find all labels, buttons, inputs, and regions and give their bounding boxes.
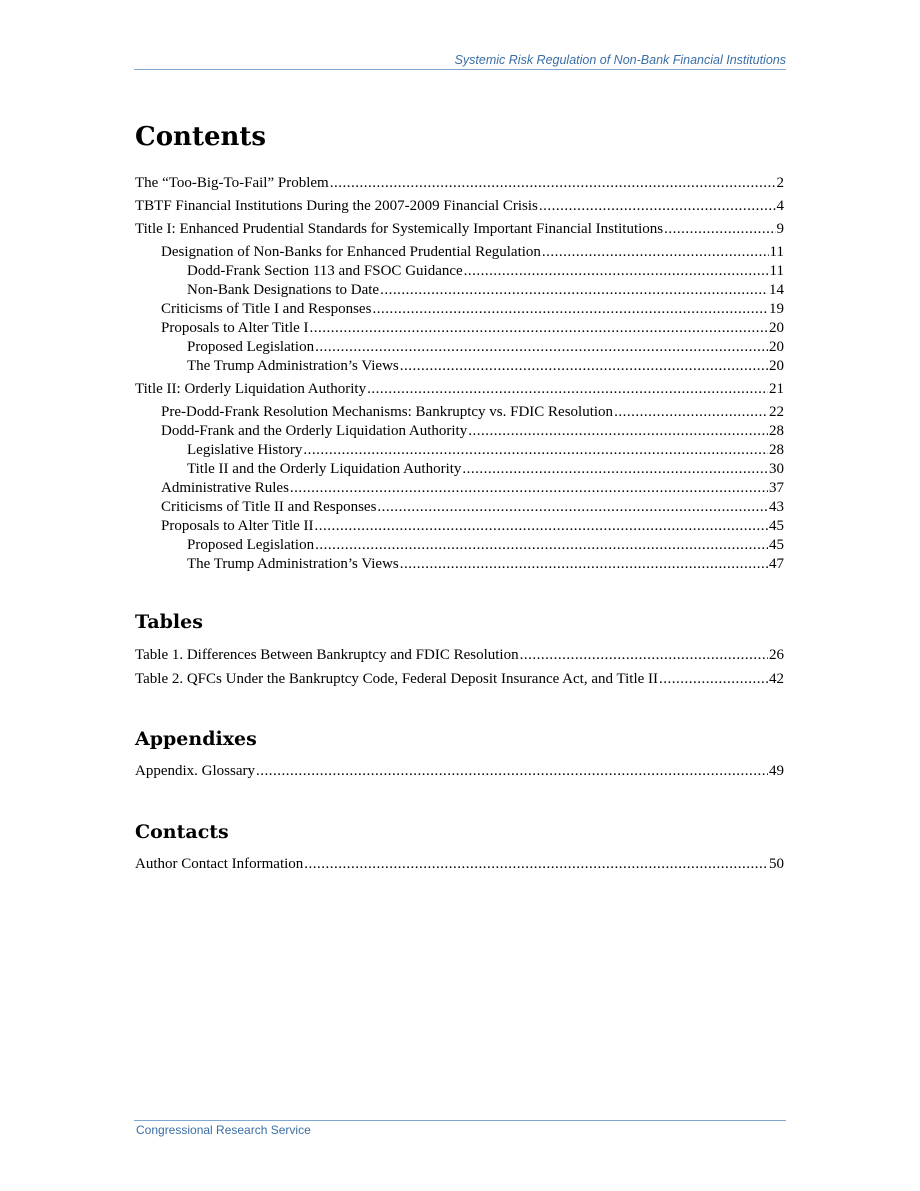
toc-entry-page: 2	[776, 175, 784, 191]
toc-entry[interactable]	[135, 441, 784, 460]
contents-list	[135, 174, 784, 574]
toc-entry-text: Legislative History	[187, 442, 303, 458]
dot-leader	[367, 380, 768, 399]
toc-entry-page: 50	[769, 856, 784, 872]
toc-entry-text: Title I: Enhanced Prudential Standards for Systemically Important Financial Institutions	[135, 221, 664, 237]
toc-entry-page: 37	[769, 480, 784, 496]
toc-entry[interactable]	[135, 670, 784, 689]
toc-entry-text: TBTF Financial Institutions During the 2007-2009 Financial Crisis	[135, 198, 538, 214]
dot-leader	[372, 300, 768, 319]
toc-entry-text: Non-Bank Designations to Date	[187, 282, 380, 298]
toc-entry-page: 28	[769, 442, 784, 458]
toc-entry[interactable]	[135, 262, 784, 281]
dot-leader	[304, 855, 768, 874]
toc-entry[interactable]	[135, 380, 784, 399]
toc-entry[interactable]	[135, 357, 784, 376]
toc-entry-text: Dodd-Frank and the Orderly Liquidation Authority	[161, 423, 468, 439]
toc-entry-text: Designation of Non-Banks for Enhanced Prudential Regulation	[161, 244, 541, 260]
toc-entry[interactable]	[135, 338, 784, 357]
toc-entry[interactable]	[135, 319, 784, 338]
dot-leader	[315, 517, 768, 536]
page-title: Contents	[135, 122, 267, 152]
toc-entry[interactable]	[135, 555, 784, 574]
footer-text: Congressional Research Service	[136, 1123, 311, 1137]
dot-leader	[380, 281, 768, 300]
toc-entry[interactable]	[135, 536, 784, 555]
tables-heading: Tables	[135, 611, 203, 633]
toc-entry[interactable]	[135, 197, 784, 216]
contacts-list	[135, 855, 784, 874]
toc-entry[interactable]	[135, 281, 784, 300]
dot-leader	[542, 243, 769, 262]
toc-entry[interactable]	[135, 403, 784, 422]
toc-entry-page: 45	[769, 518, 784, 534]
toc-entry-page: 20	[769, 339, 784, 355]
toc-entry-page: 9	[776, 221, 784, 237]
toc-entry[interactable]	[135, 646, 784, 665]
toc-entry-page: 47	[769, 556, 784, 572]
toc-entry-text: Administrative Rules	[161, 480, 289, 496]
toc-entry[interactable]	[135, 855, 784, 874]
toc-entry-page: 20	[769, 320, 784, 336]
toc-entry-page: 21	[769, 381, 784, 397]
toc-entry-text: Criticisms of Title I and Responses	[161, 301, 372, 317]
toc-entry-text: Appendix. Glossary	[135, 763, 255, 779]
toc-entry-page: 30	[769, 461, 784, 477]
toc-entry-page: 49	[769, 763, 784, 779]
header-rule	[134, 69, 786, 70]
dot-leader	[539, 197, 776, 216]
toc-entry-page: 14	[769, 282, 784, 298]
dot-leader	[290, 479, 768, 498]
toc-entry-page: 42	[769, 671, 784, 687]
dot-leader	[520, 646, 768, 665]
toc-entry[interactable]	[135, 300, 784, 319]
toc-entry[interactable]	[135, 243, 784, 262]
toc-entry-page: 19	[769, 301, 784, 317]
toc-entry-text: Table 1. Differences Between Bankruptcy and FDIC Resolution	[135, 647, 519, 663]
dot-leader	[315, 536, 768, 555]
toc-entry-page: 26	[769, 647, 784, 663]
toc-entry-text: Table 2. QFCs Under the Bankruptcy Code, Federal Deposit Insurance Act, and Title II	[135, 671, 659, 687]
running-header: Systemic Risk Regulation of Non-Bank Financial Institutions	[454, 53, 786, 67]
tables-list	[135, 646, 784, 694]
toc-entry[interactable]	[135, 422, 784, 441]
toc-entry-page: 11	[769, 263, 784, 279]
toc-entry-text: Criticisms of Title II and Responses	[161, 499, 377, 515]
toc-entry[interactable]	[135, 174, 784, 193]
appendixes-heading: Appendixes	[135, 728, 257, 750]
appendixes-list	[135, 762, 784, 781]
toc-entry-page: 4	[776, 198, 784, 214]
dot-leader	[400, 555, 768, 574]
dot-leader	[315, 338, 768, 357]
dot-leader	[400, 357, 768, 376]
toc-entry[interactable]	[135, 762, 784, 781]
toc-entry-text: Proposals to Alter Title II	[161, 518, 314, 534]
contacts-heading: Contacts	[135, 821, 229, 843]
toc-entry-text: The Trump Administration’s Views	[187, 556, 399, 572]
dot-leader	[464, 262, 769, 281]
toc-entry[interactable]	[135, 517, 784, 536]
toc-entry-text: Author Contact Information	[135, 856, 304, 872]
dot-leader	[664, 220, 775, 239]
toc-entry-text: Title II and the Orderly Liquidation Authority	[187, 461, 462, 477]
dot-leader	[330, 174, 776, 193]
toc-entry[interactable]	[135, 460, 784, 479]
toc-entry-page: 28	[769, 423, 784, 439]
dot-leader	[614, 403, 768, 422]
dot-leader	[659, 670, 768, 689]
dot-leader	[462, 460, 768, 479]
toc-entry-text: The “Too-Big-To-Fail” Problem	[135, 175, 329, 191]
toc-entry-text: Pre-Dodd-Frank Resolution Mechanisms: Bankruptcy vs. FDIC Resolution	[161, 404, 614, 420]
toc-entry-page: 20	[769, 358, 784, 374]
footer-rule	[134, 1120, 786, 1121]
dot-leader	[310, 319, 768, 338]
toc-entry-page: 22	[769, 404, 784, 420]
toc-entry-page: 11	[769, 244, 784, 260]
toc-entry-text: Title II: Orderly Liquidation Authority	[135, 381, 367, 397]
dot-leader	[468, 422, 768, 441]
dot-leader	[303, 441, 768, 460]
toc-entry[interactable]	[135, 220, 784, 239]
toc-entry-text: The Trump Administration’s Views	[187, 358, 399, 374]
dot-leader	[256, 762, 768, 781]
toc-entry[interactable]	[135, 479, 784, 498]
toc-entry-text: Proposed Legislation	[187, 537, 315, 553]
toc-entry-page: 45	[769, 537, 784, 553]
dot-leader	[377, 498, 768, 517]
toc-entry-text: Proposed Legislation	[187, 339, 315, 355]
toc-entry[interactable]	[135, 498, 784, 517]
toc-entry-text: Proposals to Alter Title I	[161, 320, 309, 336]
toc-entry-text: Dodd-Frank Section 113 and FSOC Guidance	[187, 263, 463, 279]
toc-entry-page: 43	[769, 499, 784, 515]
